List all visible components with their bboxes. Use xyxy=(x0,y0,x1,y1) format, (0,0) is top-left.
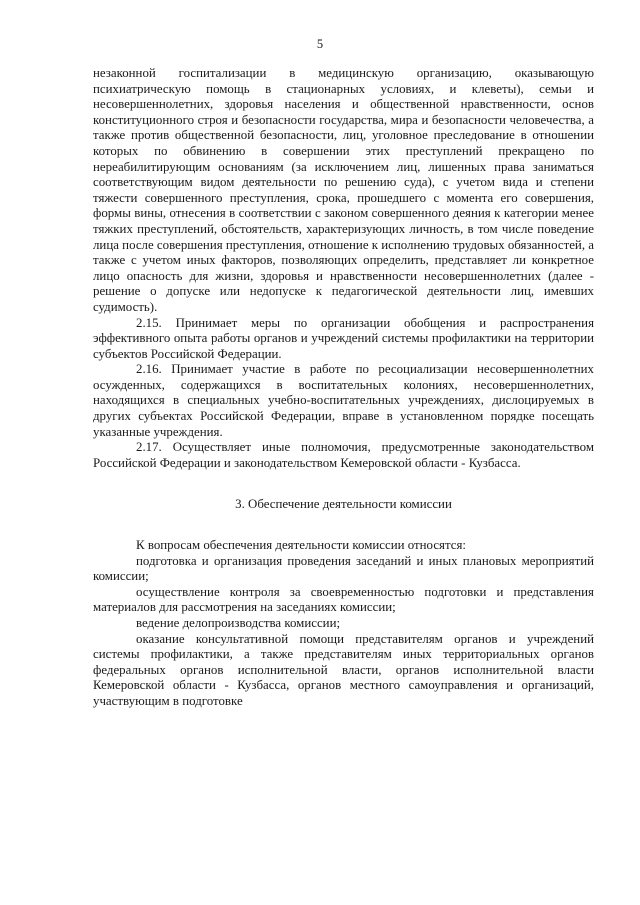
paragraph-continuation: незаконной госпитализации в медицинскую организацию, оказывающую психиатрическую помощь в стационарных условиях, и клеветы), семьи и несовершеннолетних, здоровья населения и общественной нравственности, основ конституционного строя и безопасности государства, мира и безопасности человечества, а также против общественной безопасности, лиц, уголовное преследование в отношении которых по обвинению в совершении этих преступлений прекращено по нереабилитирующим основаниям (за исключением лиц, лишенных права заниматься соответствующим видом деятельности по решению суда), с учетом вида и степени тяжести совершенного преступления, срока, прошедшего с момента его совершения, формы вины, отнесения в соответствии с законом совершенного деяния к категории менее тяжких преступлений, обстоятельств, характеризующих личность, в том числе поведение лица после совершения преступления, отношение к исполнению трудовых обязанностей, а также с учетом иных факторов, позволяющих определить, представляет ли конкретное лицо опасность для жизни, здоровья и нравственности несовершеннолетних (далее - решение о допуске или недопуске к педагогической деятельности лиц, имевших судимость). xyxy=(93,66,594,314)
page-number: 5 xyxy=(316,37,324,51)
section-3-item-3: ведение делопроизводства комиссии; xyxy=(136,616,341,630)
section-3-item-4: оказание консультативной помощи представителям органов и учреждений системы профилактики, а также представителям иных территориальных органов федеральных органов исполнительной власти, органов исполнительной власти Кемеровской области - Кузбасса, органов местного самоуправления и организаций, участвующим в подготовке xyxy=(93,631,594,708)
document-body xyxy=(93,66,594,710)
paragraph-2-17: 2.17. Осуществляет иные полномочия, предусмотренные законодательством Российской Федерации и законодательством Кемеровской области - Кузбасса. xyxy=(93,440,594,470)
section-3-item-2: осуществление контроля за своевременностью подготовки и представления материалов для рассмотрения на заседаниях комиссии; xyxy=(93,584,594,615)
paragraph-2-16: 2.16. Принимает участие в работе по ресоциализации несовершеннолетних осужденных, содержащихся в воспитательных колониях, несовершеннолетних, находящихся в специальных учебно-воспитательных учреждениях, дислоцируемых в других субъектах Российской Федерации, вправе в установленном порядке посещать указанные учреждения. xyxy=(93,362,594,439)
section-3-item-1: подготовка и организация проведения заседаний и иных плановых мероприятий комиссии; xyxy=(93,553,594,584)
section-3-intro: К вопросам обеспечения деятельности комиссии относятся: xyxy=(136,538,466,553)
paragraph-2-15: 2.15. Принимает меры по организации обобщения и распространения эффективного опыта работы органов и учреждений системы профилактики на территории субъектов Российской Федерации. xyxy=(93,315,594,361)
section-3-heading: 3. Обеспечение деятельности комиссии xyxy=(235,497,452,512)
